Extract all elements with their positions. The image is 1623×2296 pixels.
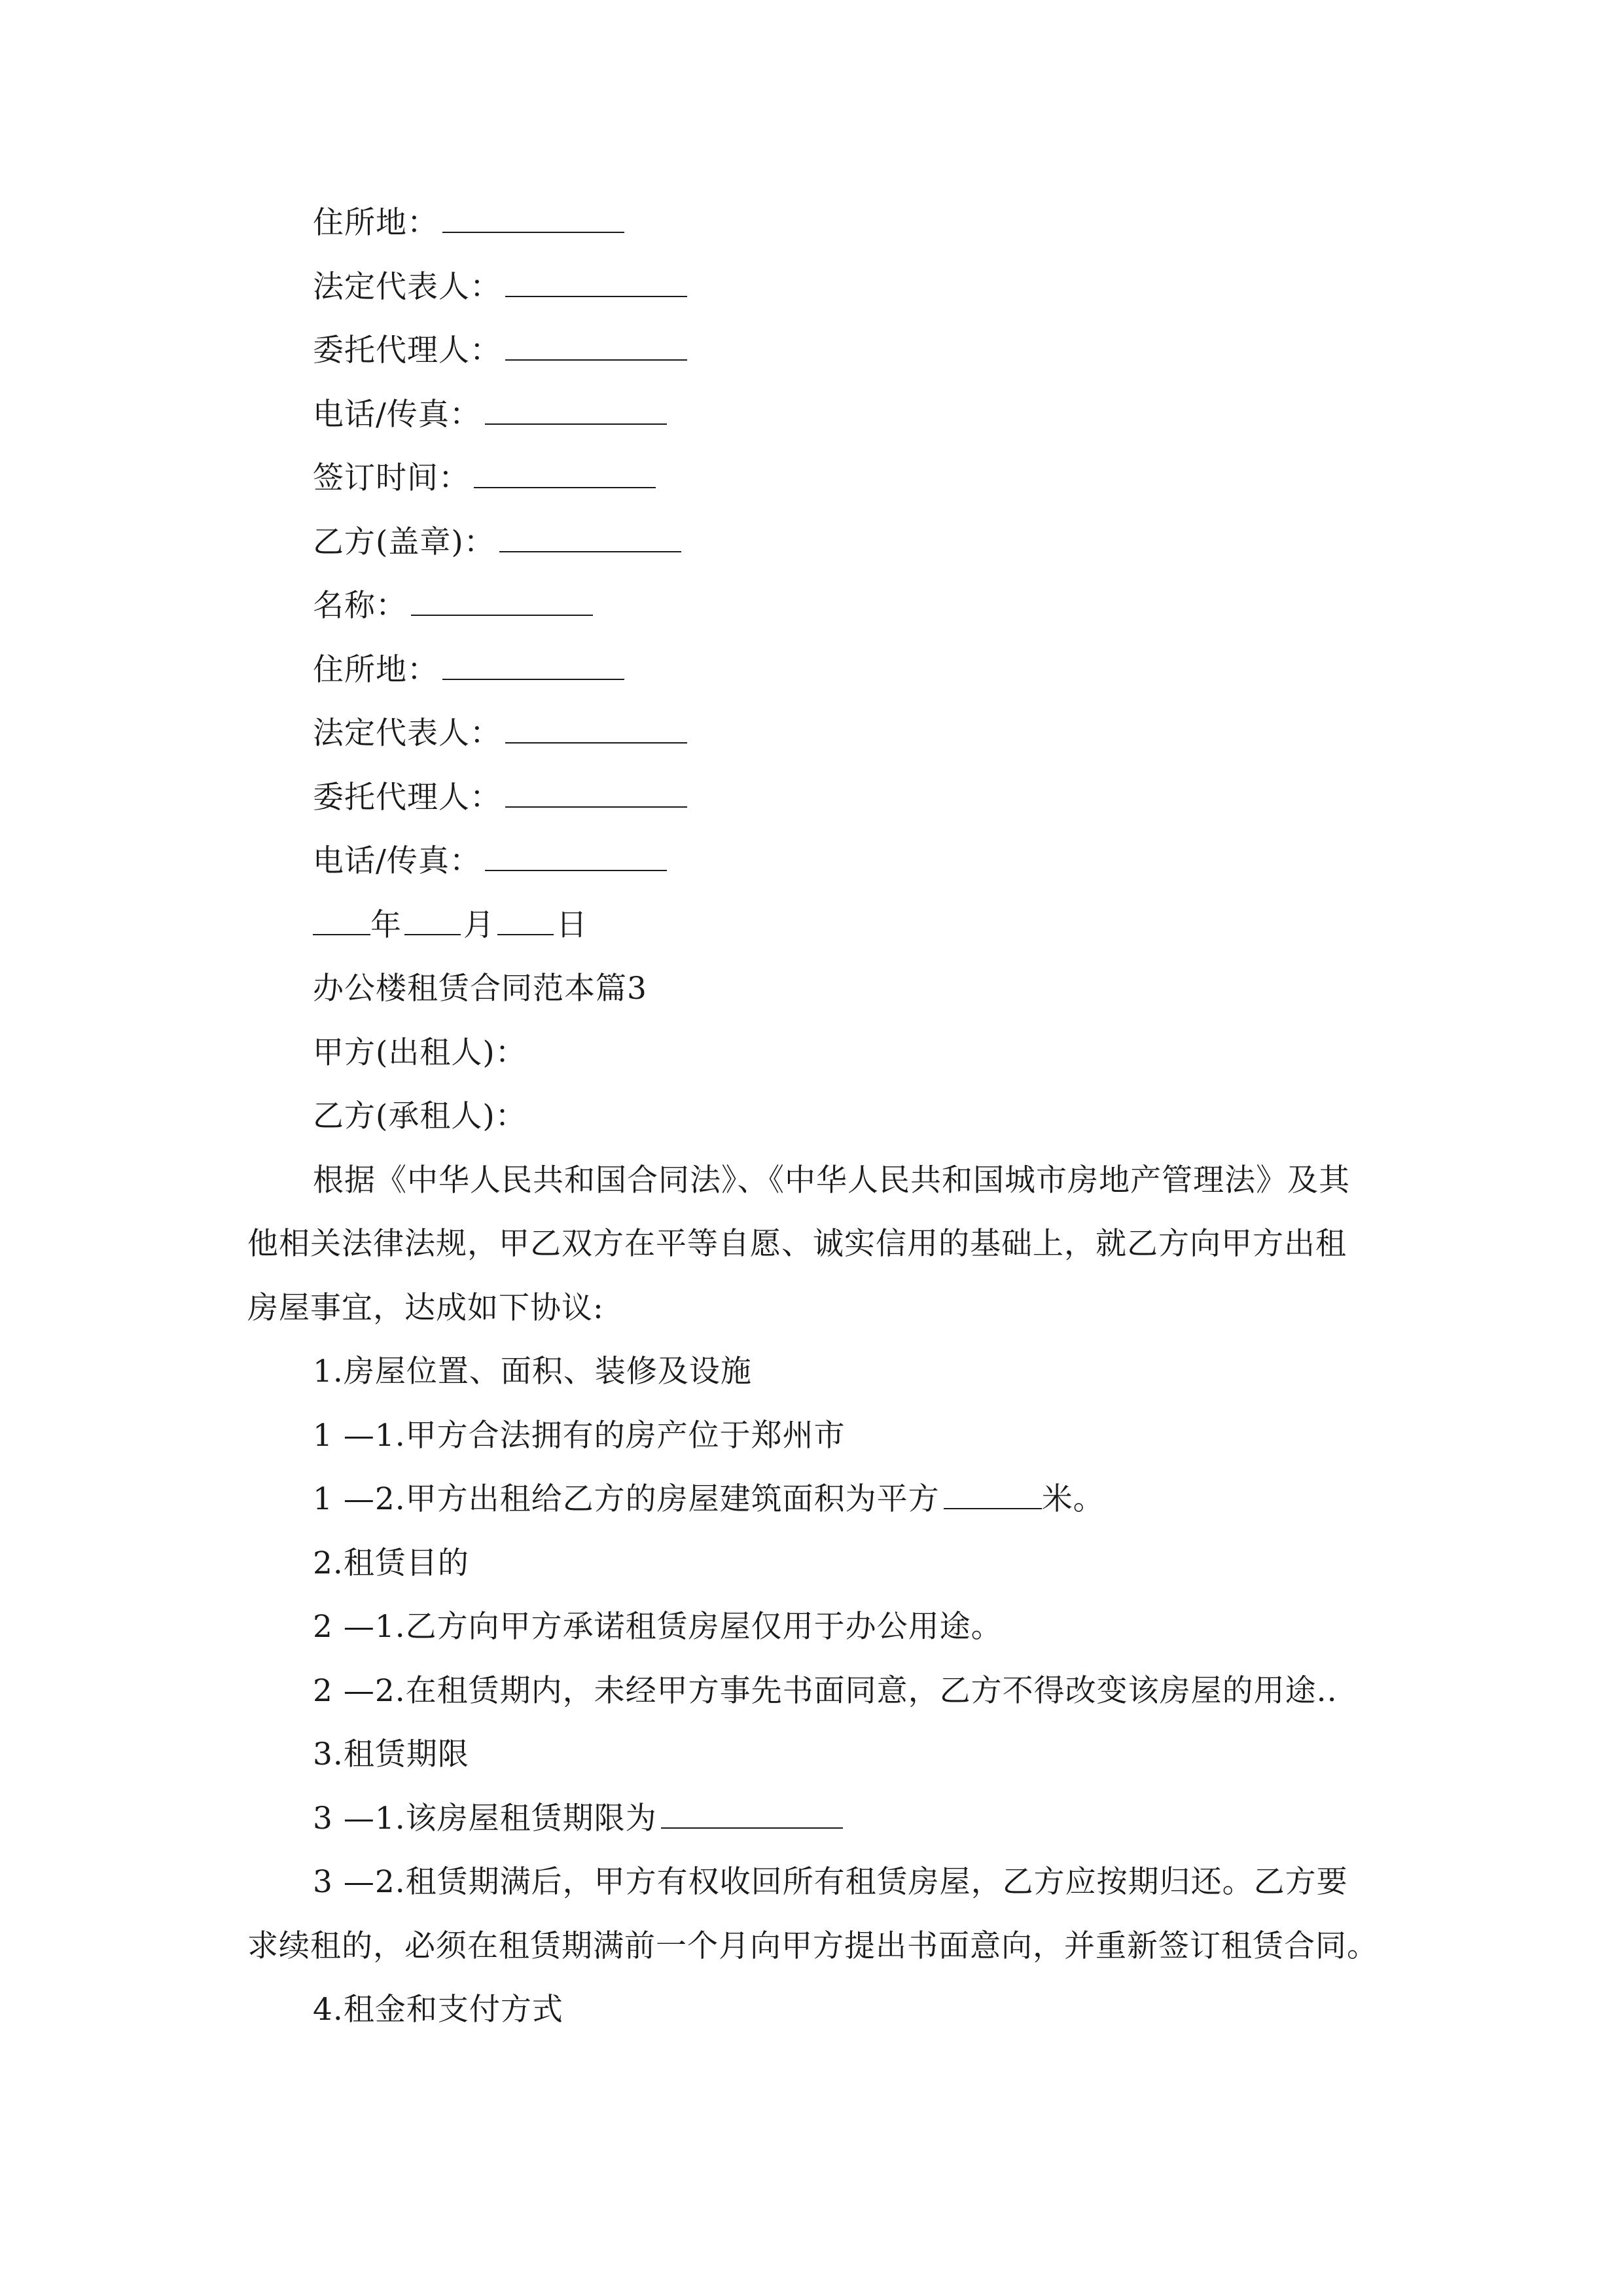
intro-text-3: 房屋事宜，达成如下协议: [247, 1289, 604, 1326]
clause-1-title [0, 1340, 1623, 1404]
section-heading [0, 957, 1623, 1021]
lessor-label: 甲方(出租人)： [313, 1034, 527, 1071]
party-a-agent-label: 委托代理人： [313, 332, 501, 368]
party-a-legal-rep-line [0, 255, 1623, 319]
clause-3-1-text: 3 —1.该房屋租赁期限为 [313, 1800, 657, 1837]
document-body [0, 191, 1623, 2042]
lessor-line [0, 1021, 1623, 1085]
party-b-phone-blank[interactable] [485, 848, 667, 871]
intro-line-3 [0, 1276, 1623, 1340]
intro-line-1 [0, 1149, 1623, 1213]
party-a-phone-blank[interactable] [485, 401, 667, 425]
clause-3-1 [0, 1787, 1623, 1851]
party-b-legal-rep-line [0, 702, 1623, 766]
party-b-title-label: 乙方(盖章)： [313, 524, 495, 560]
party-b-name-line [0, 574, 1623, 638]
party-a-address-blank[interactable] [442, 209, 624, 233]
intro-text-1: 根据《中华人民共和国合同法》、《中华人民共和国城市房地产管理法》及其 [313, 1162, 1350, 1198]
clause-2-2 [0, 1659, 1623, 1723]
clause-3-2-line-2 [0, 1914, 1623, 1979]
clause-3-2-text-2: 求续租的，必须在租赁期满前一个月向甲方提出书面意向，并重新签订租赁合同。 [247, 1928, 1378, 1964]
party-a-agent-line [0, 319, 1623, 383]
party-b-agent-blank[interactable] [505, 784, 687, 808]
month-blank[interactable] [404, 912, 461, 935]
clause-1-2-text-post: 米。 [1041, 1481, 1105, 1517]
clause-2-1 [0, 1595, 1623, 1659]
party-a-address-line [0, 191, 1623, 255]
party-a-sign-time-label: 签订时间： [313, 460, 470, 496]
clause-2-title-text: 2.租赁目的 [313, 1545, 469, 1581]
party-b-legal-rep-blank[interactable] [505, 720, 687, 744]
lessee-label: 乙方(承租人)： [313, 1098, 527, 1134]
party-b-legal-rep-label: 法定代表人： [313, 715, 501, 751]
date-line [0, 893, 1623, 958]
lessee-line [0, 1085, 1623, 1149]
clause-1-1-text: 1 —1.甲方合法拥有的房产位于郑州市 [313, 1417, 846, 1454]
clause-1-2 [0, 1467, 1623, 1532]
year-blank[interactable] [313, 912, 370, 935]
section-heading-text: 办公楼租赁合同范本篇3 [313, 971, 647, 1007]
clause-4-title-text: 4.租金和支付方式 [313, 1992, 563, 2028]
party-a-agent-blank[interactable] [505, 337, 687, 361]
party-a-legal-rep-blank[interactable] [505, 274, 687, 297]
clause-3-title [0, 1723, 1623, 1787]
term-blank[interactable] [661, 1805, 843, 1829]
day-blank[interactable] [497, 912, 554, 935]
clause-4-title [0, 1978, 1623, 2042]
clause-2-2-text: 2 —2.在租赁期内，未经甲方事先书面同意，乙方不得改变该房屋的用途.. [313, 1672, 1338, 1709]
clause-3-title-text: 3.租赁期限 [313, 1736, 469, 1772]
party-b-title-blank[interactable] [499, 529, 681, 552]
party-a-address-label: 住所地： [313, 205, 438, 241]
clause-2-1-text: 2 —1.乙方向甲方承诺租赁房屋仅用于办公用途。 [313, 1609, 1003, 1645]
party-b-name-blank[interactable] [411, 592, 593, 616]
party-a-phone-label: 电话/传真： [313, 396, 481, 433]
clause-2-title [0, 1532, 1623, 1596]
intro-line-2 [0, 1212, 1623, 1276]
area-blank[interactable] [944, 1486, 1042, 1509]
party-b-phone-label: 电话/传真： [313, 843, 481, 879]
clause-1-title-text: 1.房屋位置、面积、装修及设施 [313, 1354, 752, 1390]
party-a-phone-line [0, 383, 1623, 447]
party-a-legal-rep-label: 法定代表人： [313, 268, 501, 305]
party-b-address-blank[interactable] [442, 656, 624, 680]
party-b-agent-label: 委托代理人： [313, 779, 501, 816]
party-b-title-line [0, 511, 1623, 575]
year-label: 年 [370, 906, 402, 943]
clause-3-2-text-1: 3 —2.租赁期满后，甲方有权收回所有租赁房屋，乙方应按期归还。乙方要 [313, 1864, 1348, 1900]
clause-1-2-text-pre: 1 —2.甲方出租给乙方的房屋建筑面积为平方 [313, 1481, 940, 1517]
intro-text-2: 他相关法律法规，甲乙双方在平等自愿、诚实信用的基础上，就乙方向甲方出租 [247, 1226, 1347, 1262]
clause-1-1 [0, 1404, 1623, 1468]
party-b-phone-line [0, 829, 1623, 893]
party-b-agent-line [0, 766, 1623, 830]
party-a-sign-time-blank[interactable] [474, 465, 656, 488]
party-b-name-label: 名称： [313, 588, 407, 624]
month-label: 月 [463, 906, 495, 943]
clause-3-2-line-1 [0, 1850, 1623, 1914]
party-b-address-line [0, 638, 1623, 702]
party-a-sign-time-line [0, 446, 1623, 511]
party-b-address-label: 住所地： [313, 651, 438, 688]
day-label: 日 [556, 906, 588, 943]
